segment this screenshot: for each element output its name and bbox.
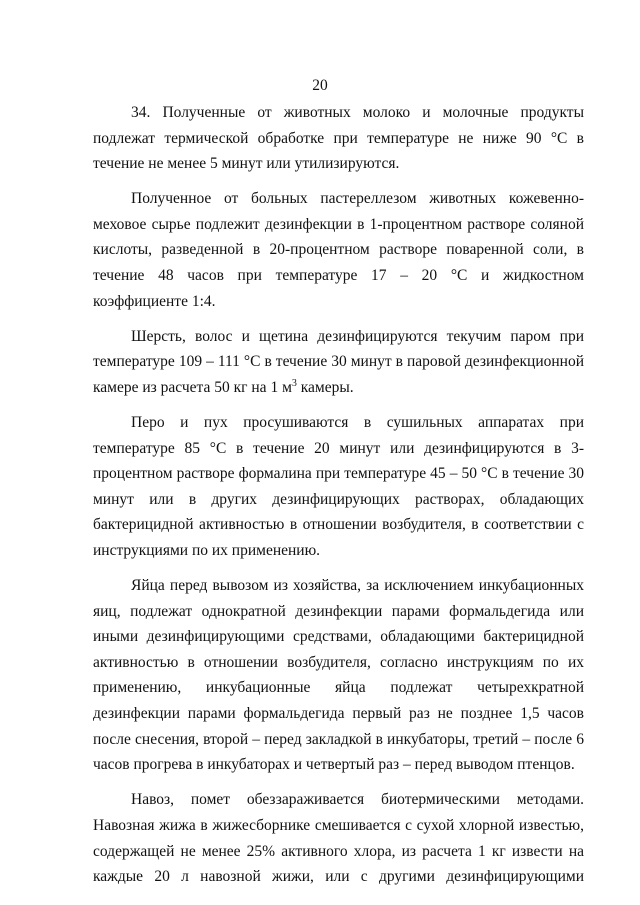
- paragraph-raw-hides: Полученное от больных пастереллезом животных кожевенно-меховое сырье подлежит дезинфекции в 1-процентном растворе соляной кислоты, разведенной в 20-процентном растворе поваренной соли, в течение 48 часов при температуре 17 – 20 °С и жидкостном коэффициенте 1:4.: [93, 190, 584, 310]
- paragraph-eggs: Яйца перед вывозом из хозяйства, за исключением инкубационных яиц, подлежат однократной дезинфекции парами формальдегида или иными дезинфицирующими средствами, обладающими бактерицидной активностью в отношении возбудителя, согласно инструкциям по их применению, инкубационные яйца подлежат четырехкратной дезинфекции парами формальдегида первый раз не позднее 1,5 часов после снесения, второй – перед закладкой в инкубаторы, третий – после 6 часов прогрева в инкубаторах и четвертый раз – перед выводом птенцов.: [93, 577, 584, 774]
- paragraph-manure: Навоз, помет обеззараживается биотермическими методами. Навозная жижа в жижесборнике смешивается с сухой хлорной известью, содержащей не менее 25% активного хлора, из расчета 1 кг извести на каждые 20 л навозной жижи, или с другими дезинфицирующими: [93, 791, 584, 886]
- page-number: 20: [312, 77, 328, 94]
- paragraph-34-dairy: 34. Полученные от животных молоко и молочные продукты подлежат термической обработке при температуре не ниже 90 °С в течение не менее 5 минут или утилизируются.: [93, 104, 584, 173]
- wool-text-end: камеры.: [296, 378, 354, 396]
- cubic-superscript: 3: [291, 377, 297, 389]
- paragraph-feathers: Перо и пух просушиваются в сушильных аппаратах при температуре 85 °С в течение 20 минут или дезинфицируются в 3-процентном растворе формалина при температуре 45 – 50 °С в течение 30 минут или в других дезинфицирующих растворах, обладающих бактерицидной активностью в отношении возбудителя, в соответствии с инструкциями по их применению.: [93, 414, 584, 559]
- wool-text: Шерсть, волос и щетина дезинфицируются текучим паром при температуре 109 – 111 °С в течение 30 минут в паровой дезинфекционной камере из расчета 50 кг на 1 м: [93, 327, 584, 396]
- document-body: [93, 100, 584, 899]
- paragraph-wool: [93, 324, 584, 401]
